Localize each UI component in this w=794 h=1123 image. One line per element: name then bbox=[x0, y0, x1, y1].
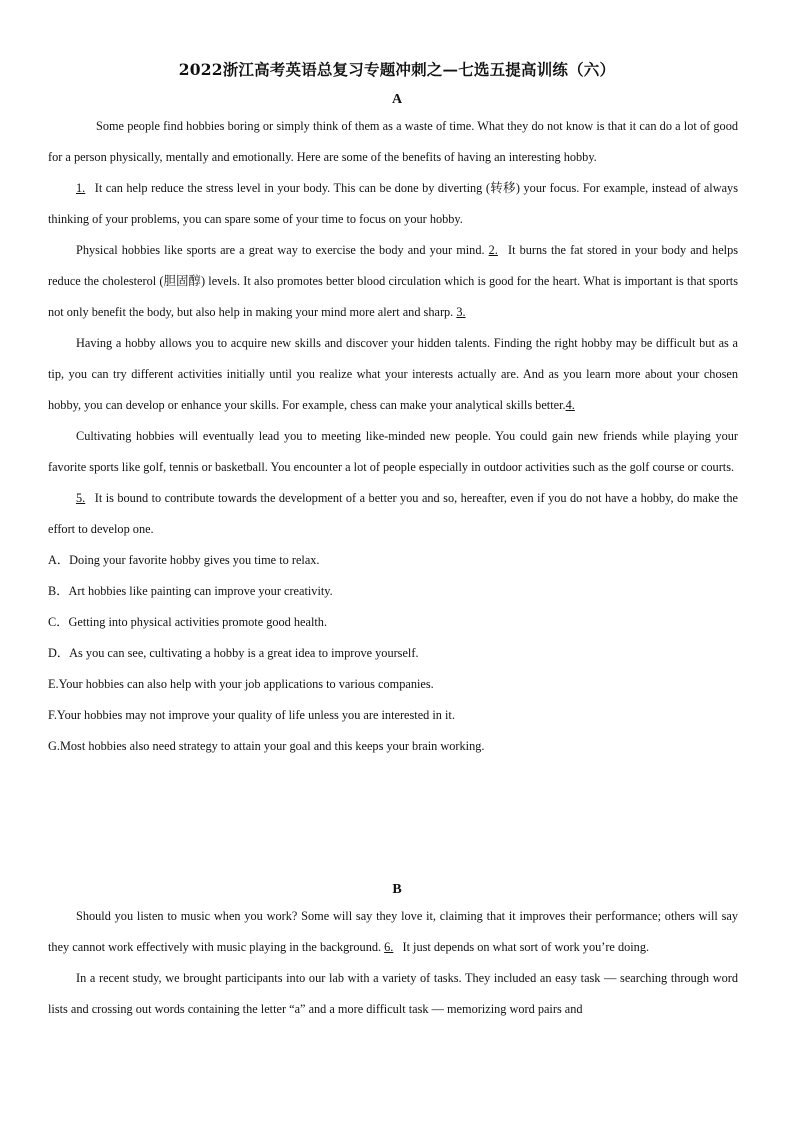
paragraph bbox=[48, 963, 738, 1025]
option-b: B．Art hobbies like painting can improve your creativity. bbox=[48, 584, 333, 598]
option-e: E.Your hobbies can also help with your job applications to various companies. bbox=[48, 677, 434, 691]
paragraph-text: Physical hobbies like sports are a great way to exercise the body and your mind. bbox=[76, 243, 485, 257]
paragraph-text: It can help reduce the stress level in your body. This can be done by diverting (转移) your focus. For example, instead of always thinking of your problems, you can spare some of your time to focus on your hobby. bbox=[48, 181, 738, 226]
document-title: 2022浙江高考英语总复习专题冲刺之—七选五提高训练（六） bbox=[178, 60, 616, 79]
paragraph-text: Should you listen to music when you work? Some will say they love it, claiming that it improves their performance; others will say they cannot work effectively with music playing in the background. bbox=[48, 909, 738, 954]
section-b-heading: B bbox=[392, 882, 402, 897]
blank-2: 2. bbox=[488, 243, 498, 257]
paragraph-text: It burns the fat stored in your body and helps reduce the cholesterol (胆固醇) levels. It also promotes better blood circulation which is good for the heart. What is important is that sports not only benefit the body, but also help in making your mind more alert and sharp. bbox=[48, 243, 739, 319]
option-a: A．Doing your favorite hobby gives you time to relax. bbox=[48, 553, 320, 567]
paragraph bbox=[48, 421, 738, 483]
paragraph-text: It just depends on what sort of work you’re doing. bbox=[402, 940, 650, 954]
paragraph bbox=[48, 328, 738, 421]
blank-1: 1. bbox=[76, 181, 86, 195]
paragraph-text: In a recent study, we brought participants into our lab with a variety of tasks. They included an easy task — searching through word lists and crossing out words containing the letter “a” and a more difficult task — memorizing word pairs and bbox=[48, 971, 738, 1016]
paragraph bbox=[48, 483, 738, 545]
option-c: C．Getting into physical activities promote good health. bbox=[48, 615, 328, 629]
blank-5: 5. bbox=[76, 491, 86, 505]
blank-6: 6. bbox=[384, 940, 394, 954]
section-b-body bbox=[48, 901, 738, 1025]
paragraph-text: Cultivating hobbies will eventually lead you to meeting like-minded new people. You could gain new friends while playing your favorite sports like golf, tennis or basketball. You encounter a lot of people especially in outdoor activities such as the golf course or courts. bbox=[48, 429, 738, 474]
paragraph-text: It is bound to contribute towards the development of a better you and so, hereafter, even if you do not have a hobby, do make the effort to develop one. bbox=[48, 491, 738, 536]
paragraph bbox=[48, 235, 738, 328]
blank-4: 4. bbox=[565, 398, 575, 412]
section-a-heading: A bbox=[391, 92, 403, 107]
paragraph bbox=[48, 111, 738, 173]
blank-3: 3. bbox=[456, 305, 466, 319]
paragraph bbox=[48, 901, 738, 963]
section-a-body bbox=[48, 111, 738, 762]
option-g: G.Most hobbies also need strategy to attain your goal and this keeps your brain working. bbox=[48, 739, 485, 753]
paragraph-text: Some people find hobbies boring or simply think of them as a waste of time. What they do not know is that it can do a lot of good for a person physically, mentally and emotionally. Here are some of the benefits of having an interesting hobby. bbox=[48, 119, 738, 164]
option-f: F.Your hobbies may not improve your quality of life unless you are interested in it. bbox=[48, 708, 455, 722]
paragraph bbox=[48, 173, 738, 235]
paragraph-text: Having a hobby allows you to acquire new skills and discover your hidden talents. Finding the right hobby may be difficult but as a tip, you can try different activities initially until you realize what your interests actually are. And as you learn more about your chosen hobby, you can develop or enhance your skills. For example, chess can make your analytical skills better. bbox=[48, 336, 738, 412]
option-d: D．As you can see, cultivating a hobby is a great idea to improve yourself. bbox=[48, 646, 419, 660]
